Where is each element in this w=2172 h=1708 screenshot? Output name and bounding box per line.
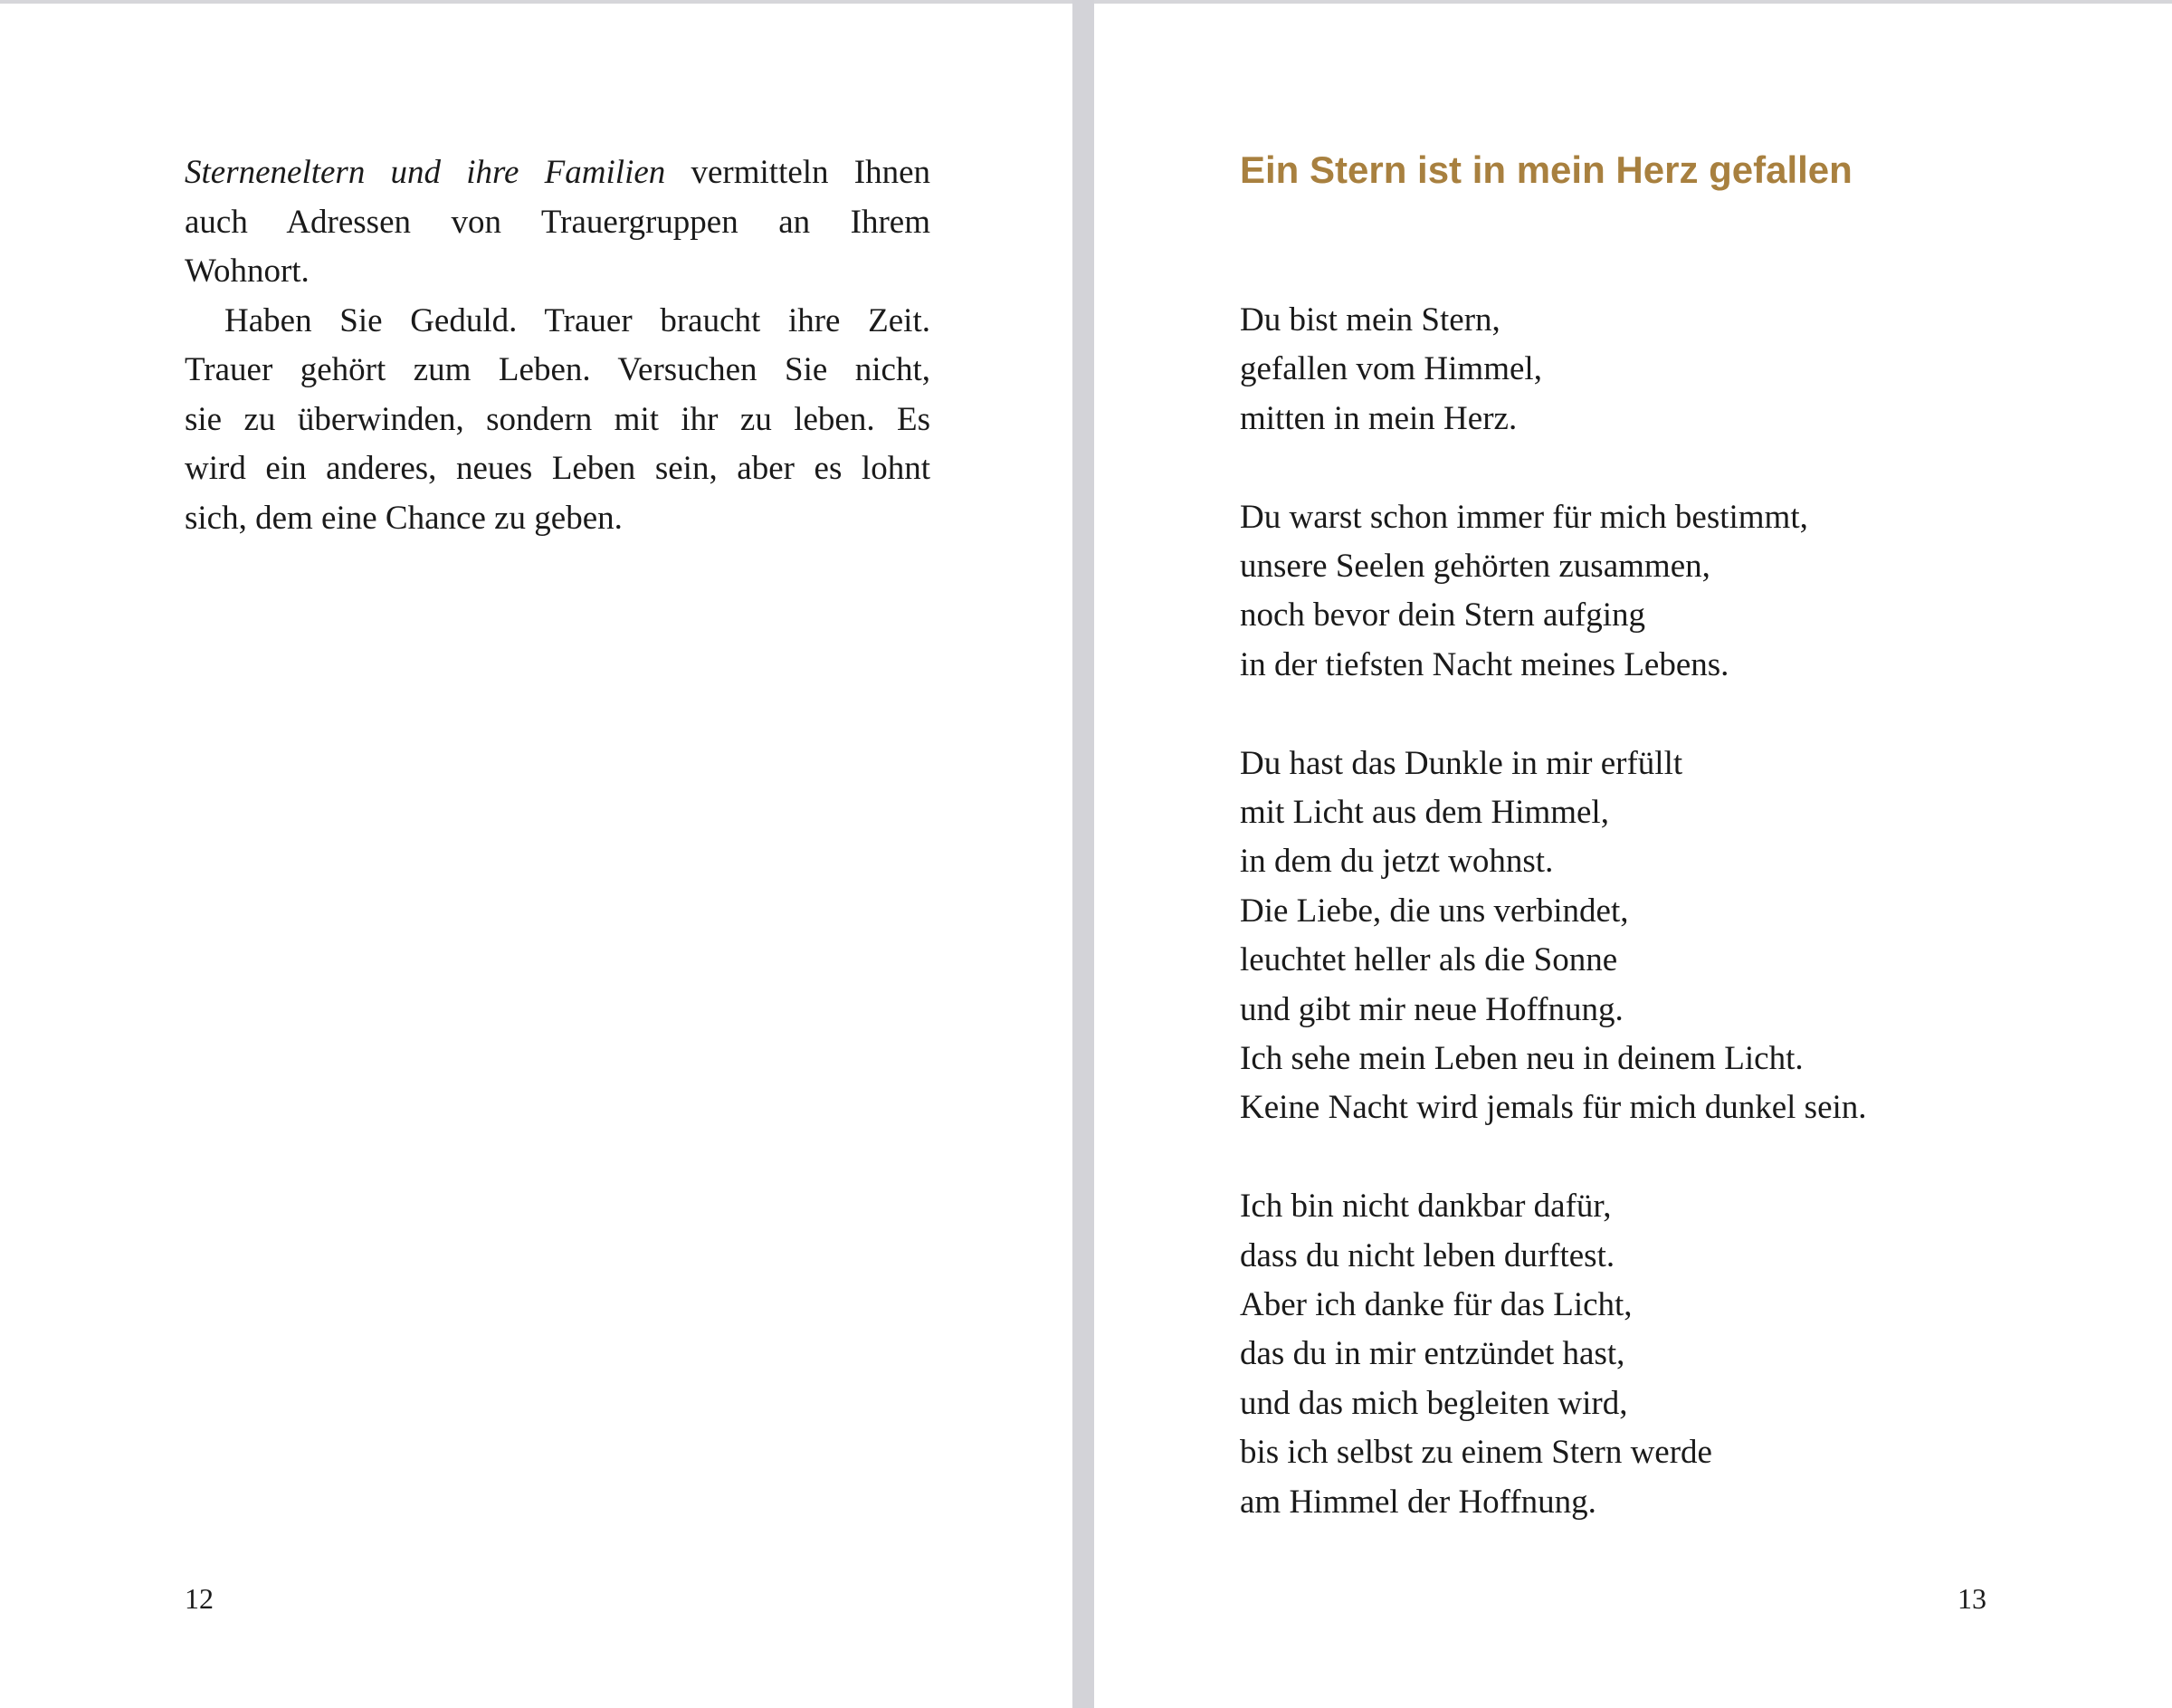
poem-line: Keine Nacht wird jemals für mich dunkel sein. (1240, 1089, 1867, 1127)
poem-line: Du warst schon immer für mich bestimmt, (1240, 498, 1808, 536)
text-line: Wohnort. (185, 253, 310, 290)
stanza (1240, 739, 1867, 1133)
poem-line: bis ich selbst zu einem Stern werde (1240, 1434, 1712, 1472)
poem-line: Aber ich danke für das Licht, (1240, 1286, 1633, 1324)
poem-line: dass du nicht leben durftest. (1240, 1236, 1615, 1274)
poem-line: Du hast das Dunkle in mir erfüllt (1240, 744, 1683, 782)
italic-title: Sterneneltern und ihre Familien (185, 154, 666, 191)
poem-line: und das mich begleiten wird, (1240, 1384, 1628, 1422)
poem-line: Du bist mein Stern, (1240, 301, 1500, 339)
text-line: Trauer gehört zum Leben. Versuchen Sie nicht, (185, 351, 930, 388)
stanza (1240, 1182, 1867, 1527)
body-text (185, 148, 930, 543)
book-gutter (1072, 0, 1094, 1708)
poem-line: und gibt mir neue Hoffnung. (1240, 990, 1624, 1028)
text-line: sie zu überwinden, sondern mit ihr zu leben. Es (185, 400, 930, 438)
poem-line: unsere Seelen gehörten zusammen, (1240, 548, 1710, 586)
poem-line: leuchtet heller als die Sonne (1240, 941, 1618, 979)
poem (1240, 296, 1867, 1577)
left-page (0, 0, 1072, 1708)
poem-line: Ich sehe mein Leben neu in deinem Licht. (1240, 1040, 1804, 1078)
text-line: wird ein anderes, neues Leben sein, aber es lohnt (185, 450, 930, 487)
poem-line: mit Licht aus dem Himmel, (1240, 794, 1609, 832)
poem-line: Die Liebe, die uns verbindet, (1240, 892, 1629, 930)
poem-line: in der tiefsten Nacht meines Lebens. (1240, 645, 1729, 683)
poem-line: in dem du jetzt wohnst. (1240, 843, 1554, 881)
text-line: auch Adressen von Trauergruppen an Ihrem (185, 203, 930, 241)
poem-line: mitten in mein Herz. (1240, 399, 1518, 437)
poem-line: gefallen vom Himmel, (1240, 350, 1542, 388)
poem-title: Ein Stern ist in mein Herz gefallen (1240, 148, 1853, 191)
text-line: sich, dem eine Chance zu geben. (185, 499, 623, 537)
poem-line: Ich bin nicht dankbar dafür, (1240, 1188, 1612, 1226)
poem-line: am Himmel der Hoffnung. (1240, 1483, 1596, 1521)
poem-line: noch bevor dein Stern aufging (1240, 596, 1645, 635)
page-number: 12 (185, 1582, 214, 1615)
page-number: 13 (1958, 1582, 1986, 1615)
right-page (1094, 0, 2172, 1708)
stanza (1240, 296, 1867, 444)
text-line: Sterneneltern und ihre Familien vermitteln Ihnen (185, 154, 931, 191)
text-line: Haben Sie Geduld. Trauer braucht ihre Zeit. (224, 301, 930, 339)
stanza (1240, 493, 1867, 691)
poem-line: das du in mir entzündet hast, (1240, 1335, 1625, 1373)
